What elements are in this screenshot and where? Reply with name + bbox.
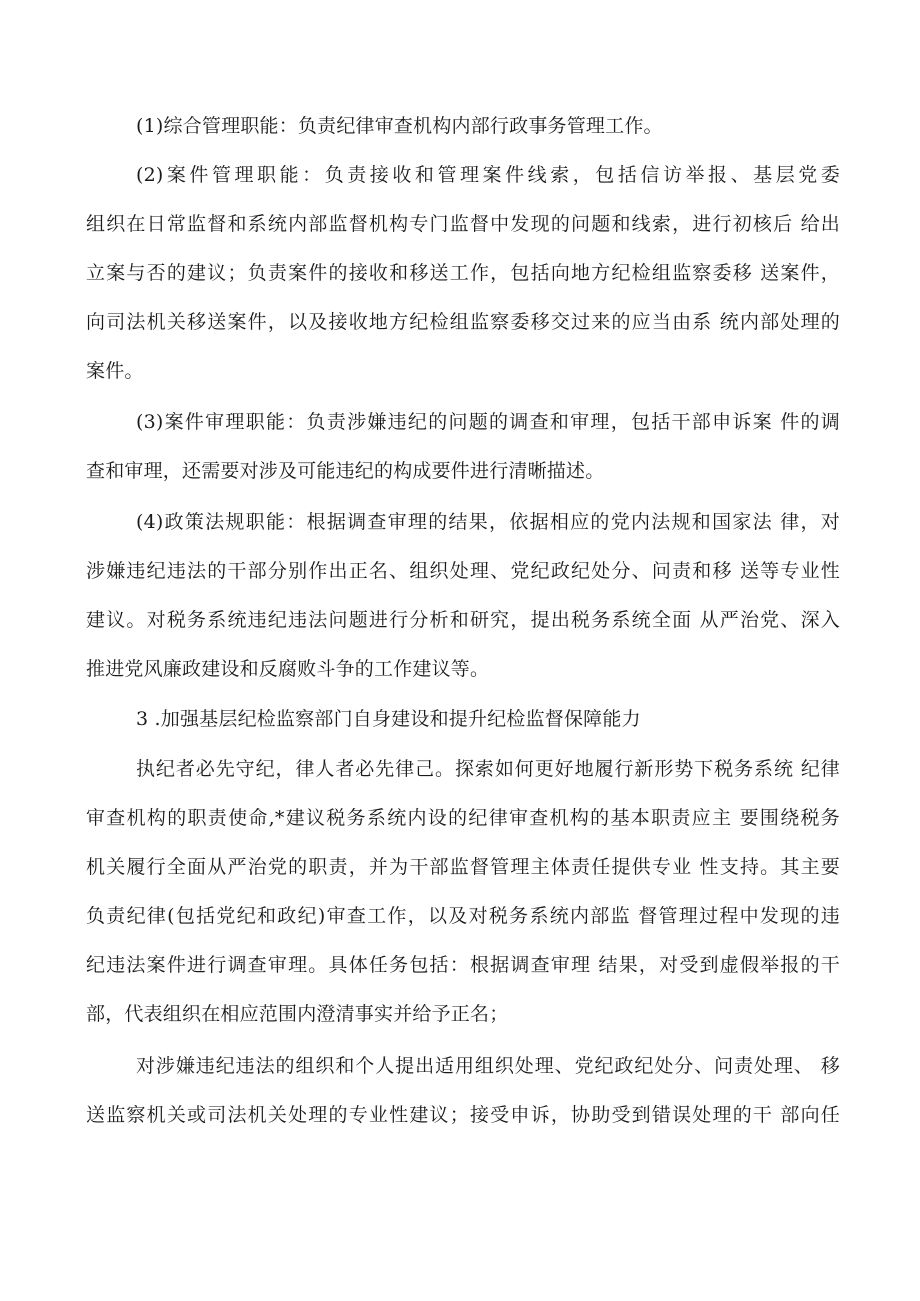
- paragraph-4-line-3: 建议。对税务系统违纪违法问题进行分析和研究，提出税务系统全面 从严治党、深入: [86, 609, 840, 631]
- paragraph-5-line-2: 审查机构的职责使命,*建议税务系统内设的纪律审查机构的基本职责应主 要围绕税务: [86, 807, 840, 829]
- paragraph-1-line-1: (1)综合管理职能：负责纪律审查机构内部行政事务管理工作。: [136, 115, 663, 137]
- paragraph-3-line-1: (3)案件审理职能：负责涉嫌违纪的问题的调查和审理，包括干部申诉案 件的调: [136, 411, 840, 433]
- paragraph-5-line-4: 负责纪律(包括党纪和政纪)审查工作，以及对税务系统内部监 督管理过程中发现的违: [86, 905, 840, 927]
- paragraph-2-line-4: 向司法机关移送案件，以及接收地方纪检组监察委移交过来的应当由系 统内部处理的: [86, 311, 840, 333]
- paragraph-4-line-2: 涉嫌违纪违法的干部分别作出正名、组织处理、党纪政纪处分、问责和移 送等专业性: [86, 560, 840, 582]
- paragraph-5-line-3: 机关履行全面从严治党的职责，并为干部监督管理主体责任提供专业 性支持。其主要: [86, 856, 840, 878]
- paragraph-5-line-5: 纪违法案件进行调查审理。具体任务包括：根据调查审理 结果，对受到虚假举报的干: [86, 954, 840, 976]
- paragraph-4-line-4: 推进党风廉政建设和反腐败斗争的工作建议等。: [86, 658, 490, 680]
- paragraph-5-line-1: 执纪者必先守纪，律人者必先律己。探索如何更好地履行新形势下税务系统 纪律: [136, 758, 840, 780]
- paragraph-2-line-2: 组织在日常监督和系统内部监督机构专门监督中发现的问题和线索，进行初核后 给出: [86, 213, 840, 235]
- paragraph-2-line-1: (2)案件管理职能：负责接收和管理案件线索，包括信访举报、基层党委: [136, 164, 840, 186]
- paragraph-2-line-3: 立案与否的建议；负责案件的接收和移送工作，包括向地方纪检组监察委移 送案件，: [86, 262, 840, 284]
- paragraph-3-line-2: 查和审理，还需要对涉及可能违纪的构成要件进行清晰描述。: [86, 460, 605, 482]
- section-heading-3: 3 .加强基层纪检监察部门自身建设和提升纪检监督保障能力: [136, 708, 641, 730]
- paragraph-4-line-1: (4)政策法规职能：根据调查审理的结果，依据相应的党内法规和国家法 律，对: [136, 511, 840, 533]
- paragraph-2-line-5: 案件。: [86, 360, 144, 382]
- paragraph-6-line-2: 送监察机关或司法机关处理的专业性建议；接受申诉，协助受到错误处理的干 部向任: [86, 1104, 840, 1126]
- paragraph-5-line-6: 部，代表组织在相应范围内澄清事实并给予正名；: [86, 1003, 509, 1025]
- paragraph-6-line-1: 对涉嫌违纪违法的组织和个人提出适用组织处理、党纪政纪处分、问责处理、 移: [136, 1055, 840, 1077]
